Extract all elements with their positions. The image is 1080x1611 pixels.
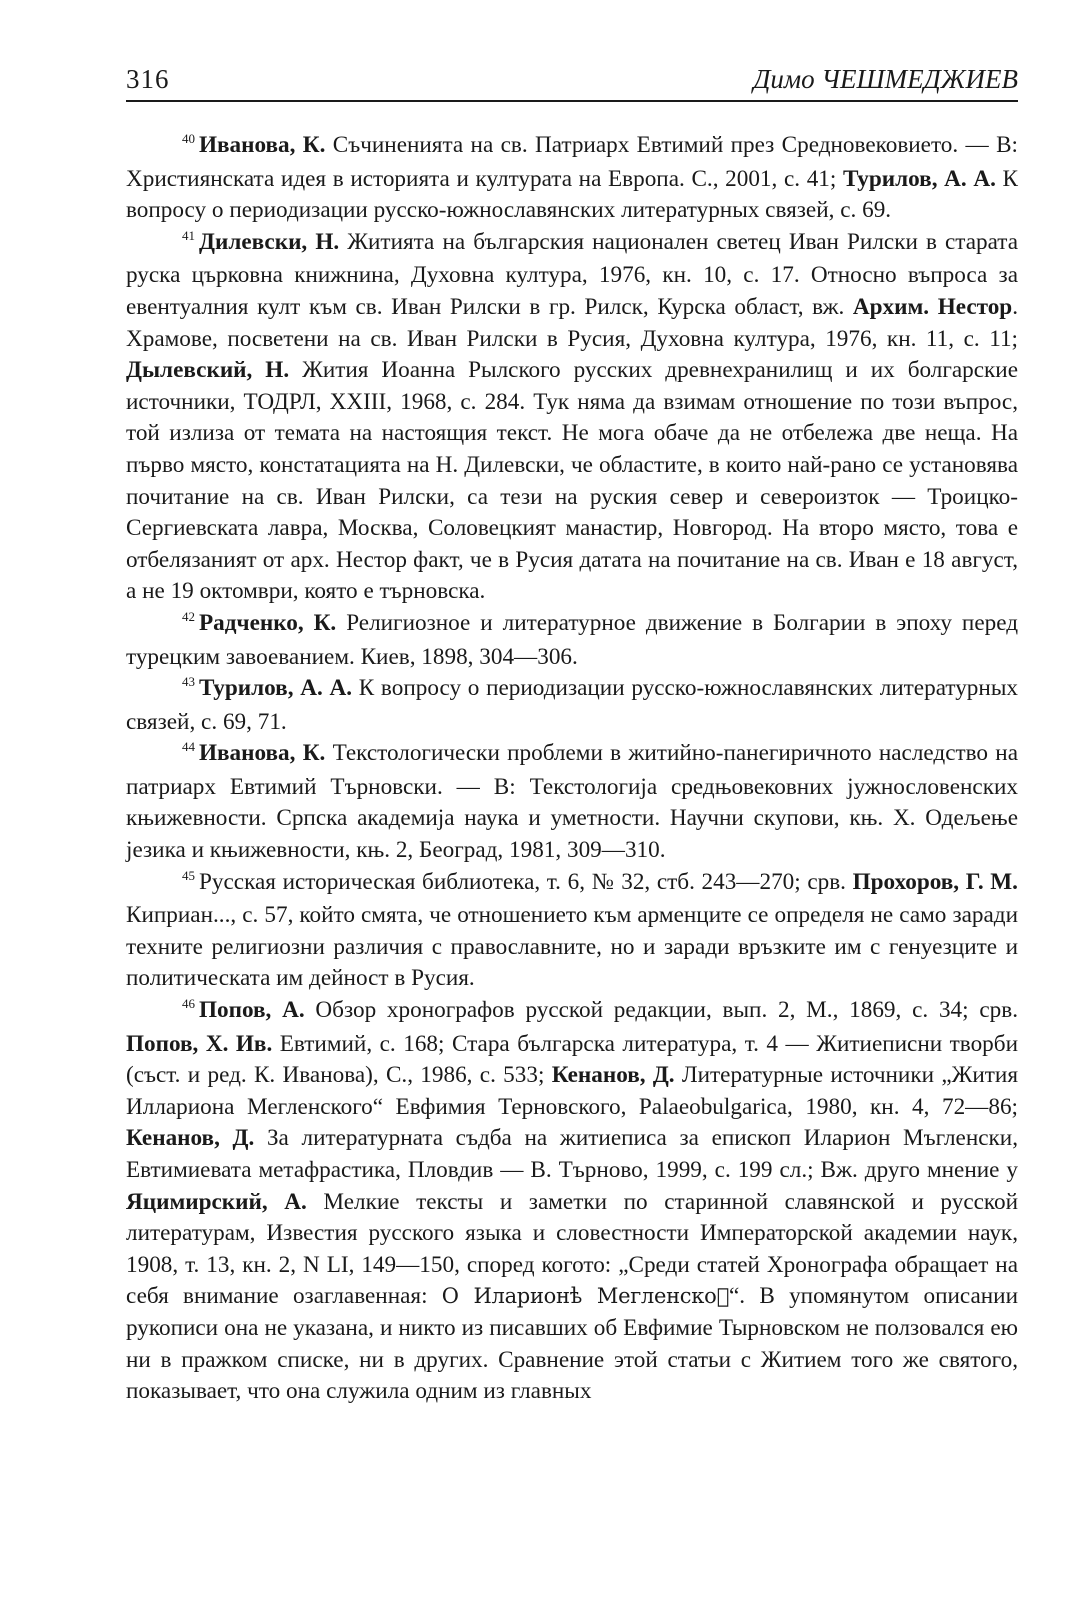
- footnote-41: [126, 227, 1018, 608]
- cited-author: Турилов, А. А.: [199, 675, 353, 702]
- footnote-45: [126, 867, 1018, 995]
- footnote-text: Литературные источники „Жития Иллариона Мегленского“ Евфимия Терновского, Palaeobulgarica, 1980, кн. 4, 72—86;: [126, 1062, 1018, 1120]
- author-given-name: Димо: [753, 64, 822, 94]
- cited-author: Яцимирский, А.: [126, 1188, 307, 1215]
- running-author: [753, 62, 1018, 96]
- footnote-text: Религиозное и литературное движение в Болгарии в эпоху перед турецким завоеванием. Киев, 1898, 304—306.: [126, 609, 1018, 670]
- footnote-number: 40: [182, 131, 195, 146]
- footnote-text: Обзор хронографов русской редакции, вып. 2, М., 1869, с. 34; срв.: [304, 997, 1018, 1024]
- footnote-number: 42: [182, 608, 195, 624]
- footnote-text: Мелкие тексты и заметки по старинной славянской и русской литературам, Известия русского языка и словестности Императорской академии наук, 1908, т. 13, кн. 2, N LI, 149—150, според когото: „Среди статей Хронографа обращает на себя внимание озаглавенная:: [126, 1188, 1018, 1310]
- page-number: 316: [126, 64, 170, 94]
- running-head: [126, 62, 1018, 102]
- cited-author: Турилов, А. А.: [843, 165, 996, 192]
- footnote-number: 41: [182, 227, 195, 243]
- cited-author: Дылевский, Н.: [126, 357, 290, 384]
- footnote-text: Съчиненията на св. Патриарх Евтимий през Средновековието. — В: Християнската идея в историята и културата на Европа. С., 2001, с. 41;: [126, 132, 1018, 192]
- footnote-number: 46: [182, 996, 195, 1012]
- footnote-text: Жития Иоанна Рылского русских древнехранилищ и их болгарские источники, ТОДРЛ, XXIII, 1968, с. 284. Тук няма да взимам отношение по този въпрос, той излиза от темата на настоящия текст. Не мога обаче да не отбележа две неща. На първо място, констатацията на Н. Дилевски, че областите, в които най-рано се установява почитание на св. Иван Рилски, са тези на руския север и североизток — Троицко-Сергиевската лавра, Москва, Соловецкият манастир, Новгород. На второ място, това е отбелязаният от арх. Нестор факт, че в Русия датата на почитание на св. Иван е 18 август, а не 19 октомври, която е търновска.: [126, 357, 1018, 605]
- author-surname: ЧЕШМЕДЖИЕВ: [821, 64, 1018, 94]
- footnote-40: [126, 130, 1018, 227]
- footnote-text: Русская историческая библиотека, т. 6, № 32, стб. 243—270; срв.: [199, 868, 853, 895]
- cited-author: Иванова, К.: [199, 132, 326, 158]
- footnote-text: К вопросу о периодизации русско-южнославянских литературных связей, с. 69.: [126, 165, 1019, 224]
- footnote-number: 43: [182, 674, 195, 690]
- cited-author: Попов, Х. Ив.: [126, 1030, 273, 1057]
- footnote-42: [126, 608, 1018, 673]
- cited-author: Дилевски, Н.: [199, 228, 340, 255]
- footnote-46: [126, 995, 1018, 1408]
- footnote-44: [126, 738, 1018, 866]
- footnote-43: [126, 673, 1018, 738]
- footnote-text: . Храмове, посветени на св. Иван Рилски в Русия, Духовна култура, 1976, кн. 11, с. 11;: [126, 293, 1018, 352]
- page-content: [126, 62, 1018, 1408]
- footnote-text: Житията на българския национален светец Иван Рилски в старата руска църковна книжнина, Духовна култура, 1976, кн. 10, с. 17. Относно въпроса за евентуалния култ към св. Иван Рилски в гр. Рилск, Курска област, вж.: [126, 228, 1018, 320]
- footnote-text: “. В упомянутом описании рукописи она не указана, и никто из писавших об Евфимие Тырновском не ползовался ею ни в пражком списке, ни в других. Сравнение этой статьи с Житием того же святого, показывает, что она служила одним из главных: [126, 1283, 1018, 1405]
- footnotes: [126, 130, 1018, 1408]
- cited-author: Прохоров, Г. М.: [852, 868, 1018, 895]
- footnote-number: 45: [182, 867, 195, 883]
- cited-author: Архим. Нестор: [852, 293, 1013, 320]
- footnote-number: 44: [182, 739, 195, 755]
- cited-author: Кенанов, Д.: [551, 1062, 675, 1089]
- footnote-text: Текстологически проблеми в житийно-панегиричното наследство на патриарх Евтимий Търновски. — В: Текстологија средњовековних јужнословенских књижевности. Српска академија наука и уметности. Научни скупови, књ. X. Одељење језика и књижевности, књ. 2, Београд, 1981, 309—310.: [126, 740, 1018, 864]
- church-slavonic-title: О Иларионѣ Мегленскоⷨ: [441, 1284, 730, 1309]
- footnote-text: Евтимий, с. 168; Стара българска литература, т. 4 — Житиеписни творби (съст. и ред. К. Иванова), С., 1986, с. 533;: [126, 1030, 1018, 1089]
- cited-author: Радченко, К.: [199, 609, 337, 636]
- footnote-text: За литературната съдба на житиеписа за епископ Иларион Мъгленски, Евтимиевата метафрастика, Пловдив — В. Търново, 1999, с. 199 сл.; Вж. друго мнение у: [126, 1125, 1018, 1183]
- cited-author: Попов, А.: [199, 997, 305, 1024]
- footnote-text: К вопросу о периодизации русско-южнославянских литературных связей, с. 69, 71.: [126, 675, 1018, 735]
- cited-author: Кенанов, Д.: [126, 1125, 255, 1152]
- footnote-text: Киприан..., с. 57, който смята, че отношението към арменците се определя не само заради техните религиозни различия с православните, но и заради връзките им с генуезците и политическата им дейност в Русия.: [126, 902, 1018, 992]
- cited-author: Иванова, К.: [199, 740, 326, 767]
